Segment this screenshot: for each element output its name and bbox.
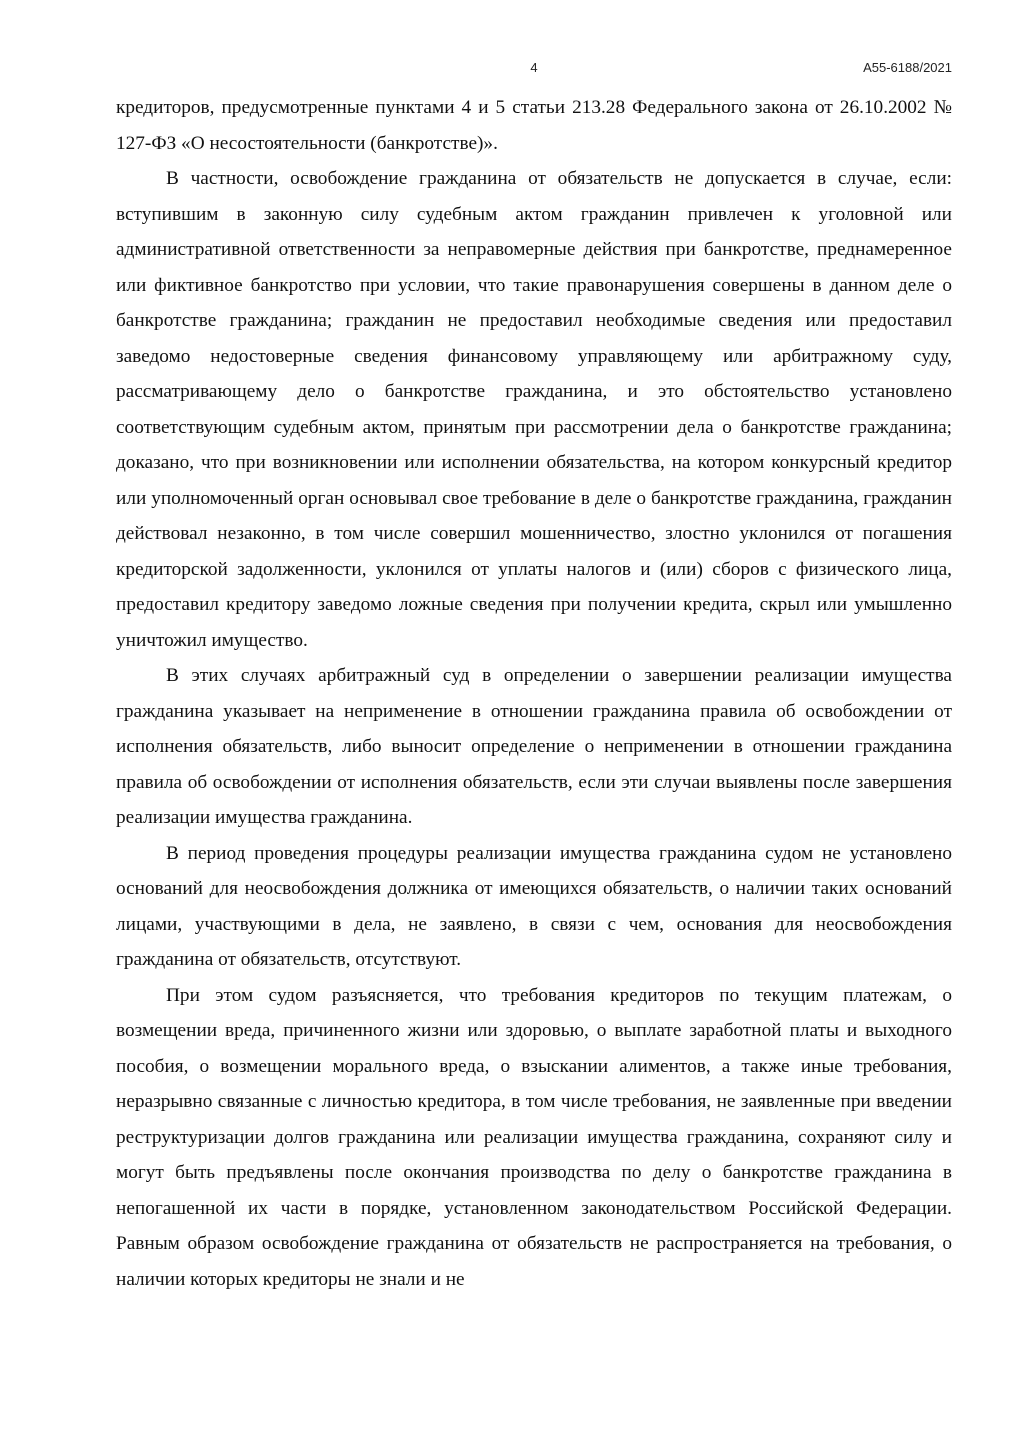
paragraph: В частности, освобождение гражданина от обязательств не допускается в случае, если: вступившим в законную силу судебным актом гражданин привлечен к уголовной или административной ответственности за неправомерные действия при банкротстве, преднамеренное или фиктивное банкротство при условии, что такие правонарушения совершены в данном деле о банкротстве гражданина; гражданин не предоставил необходимые сведения или предоставил заведомо недостоверные сведения финансовому управляющему или арбитражному суду, рассматривающему дело о банкротстве гражданина, и это обстоятельство установлено соответствующим судебным актом, принятым при рассмотрении дела о банкротстве гражданина; доказано, что при возникновении или исполнении обязательства, на котором конкурсный кредитор или уполномоченный орган основывал свое требование в деле о банкротстве гражданина, гражданин действовал незаконно, в том числе совершил мошенничество, злостно уклонился от погашения кредиторской задолженности, уклонился от уплаты налогов и (или) сборов с физического лица, предоставил кредитору заведомо ложные сведения при получении кредита, скрыл или умышленно уничтожил имущество. bbox=[116, 168, 952, 651]
paragraph: При этом судом разъясняется, что требования кредиторов по текущим платежам, о возмещении вреда, причиненного жизни или здоровью, о выплате заработной платы и выходного пособия, о возмещении морального вреда, о взыскании алиментов, а также иные требования, неразрывно связанные с личностью кредитора, в том числе требования, не заявленные при введении реструктуризации долгов гражданина или реализации имущества гражданина, сохраняют силу и могут быть предъявлены после окончания производства по делу о банкротстве гражданина в непогашенной их части в порядке, установленном законодательством Российской Федерации. Равным образом освобождение гражданина от обязательств не распространяется на требования, о наличии которых кредиторы не знали и не bbox=[116, 984, 952, 1290]
page-header bbox=[116, 60, 952, 80]
document-body bbox=[116, 90, 952, 1297]
paragraph: В этих случаях арбитражный суд в определении о завершении реализации имущества гражданина указывает на неприменение в отношении гражданина правила об освобождении от исполнения обязательств, либо выносит определение о неприменении в отношении гражданина правила об освобождении от исполнения обязательств, если эти случаи выявлены после завершения реализации имущества гражданина. bbox=[116, 665, 952, 828]
paragraph-continuation: кредиторов, предусмотренные пунктами 4 и 5 статьи 213.28 Федерального закона от 26.10.2002 № 127-ФЗ «О несостоятельности (банкротстве)». bbox=[116, 97, 952, 154]
page-number: 4 bbox=[530, 60, 538, 75]
paragraph: В период проведения процедуры реализации имущества гражданина судом не установлено оснований для неосвобождения должника от имеющихся обязательств, о наличии таких оснований лицами, участвующими в дела, не заявлено, в связи с чем, основания для неосвобождения гражданина от обязательств, отсутствуют. bbox=[116, 842, 952, 970]
case-number: А55-6188/2021 bbox=[863, 60, 952, 75]
